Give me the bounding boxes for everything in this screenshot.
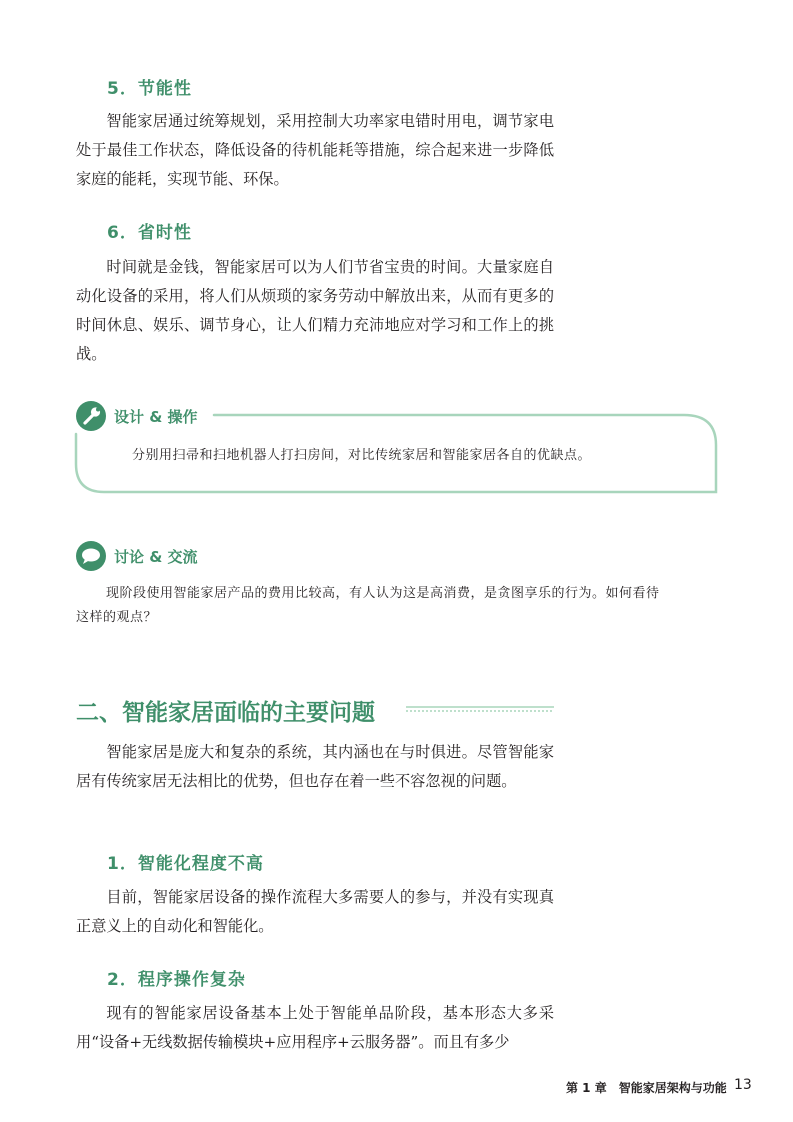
section-intro-paragraph: 智能家居是庞大和复杂的系统，其内涵也在与时俱进。尽管智能家居有传统家居无法相比的优势，但也存在着一些不容忽视的问题。	[76, 743, 554, 790]
section-6-paragraph: 时间就是金钱，智能家居可以为人们节省宝贵的时间。大量家庭自动化设备的采用，将人们从烦琐的家务劳动中解放出来，从而有更多的时间休息、娱乐、调节身心，让人们精力充沛地应对学习和工作上的挑战。	[76, 258, 554, 363]
speech-bubble-icon	[76, 541, 106, 571]
footer-chapter-title: 第 1 章 智能家居架构与功能	[566, 1081, 727, 1095]
wrench-icon	[76, 401, 106, 431]
discuss-box	[74, 540, 720, 630]
section-6-title: 6．省时性	[107, 223, 192, 243]
discuss-box-line-2: 这样的观点？	[76, 610, 158, 625]
design-operate-box	[74, 400, 720, 496]
heading-decoration	[406, 705, 554, 713]
design-box-title: 设计 & 操作	[114, 408, 198, 426]
problem-1-title: 1．智能化程度不高	[107, 854, 264, 874]
problem-1-paragraph: 目前，智能家居设备的操作流程大多需要人的参与，并没有实现真正意义上的自动化和智能化。	[76, 888, 554, 935]
section-heading: 二、智能家居面临的主要问题	[76, 700, 375, 726]
page-number: 13	[734, 1077, 752, 1093]
section-5-title: 5．节能性	[107, 79, 192, 99]
problem-2-title: 2．程序操作复杂	[107, 970, 246, 990]
design-box-text: 分别用扫帚和扫地机器人打扫房间，对比传统家居和智能家居各自的优缺点。	[132, 448, 592, 463]
problem-2-paragraph: 现有的智能家居设备基本上处于智能单品阶段，基本形态大多采用“设备+无线数据传输模块+应用程序+云服务器”。而且有多少	[76, 1004, 554, 1051]
discuss-box-title: 讨论 & 交流	[114, 548, 198, 566]
discuss-box-line-1: 现阶段使用智能家居产品的费用比较高，有人认为这是高消费，是贪图享乐的行为。如何看待	[106, 586, 660, 601]
section-5-paragraph: 智能家居通过统筹规划，采用控制大功率家电错时用电，调节家电处于最佳工作状态，降低设备的待机能耗等措施，综合起来进一步降低家庭的能耗，实现节能、环保。	[76, 112, 554, 188]
